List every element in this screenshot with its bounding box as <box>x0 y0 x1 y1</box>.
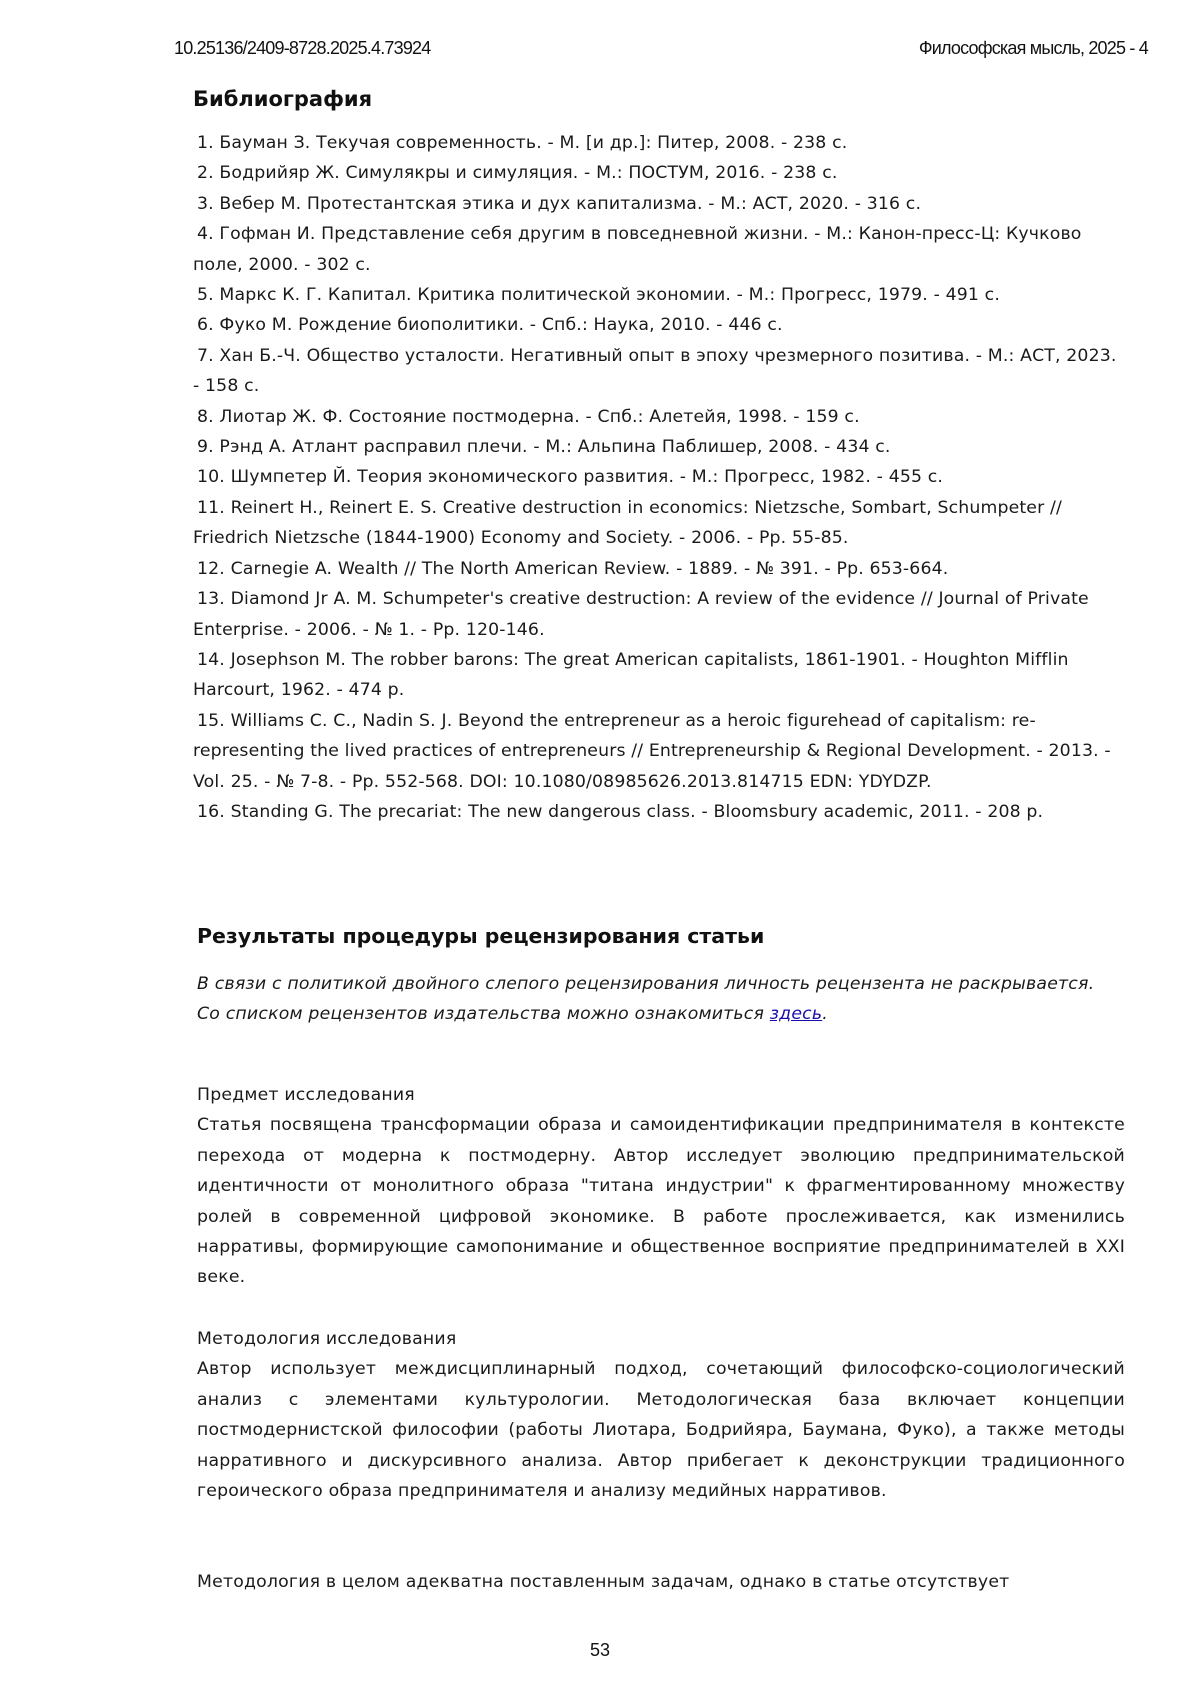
review-notice <box>197 969 1125 1030</box>
reference-item: 7. Хан Б.-Ч. Общество усталости. Негативный опыт в эпоху чрезмерного позитива. - М.: АСТ, 2023. - 158 с. <box>193 341 1128 402</box>
methodology-text: Автор использует междисциплинарный подход, сочетающий философско-социологический анализ с элементами культурологии. Методологическая база включает концепции постмодернистской философии (работы Лиотара, Бодрийяра, Баумана, Фуко), а также методы нарративного и дискурсивного анализа. Автор прибегает к деконструкции традиционного героического образа предпринимателя и анализу медийных нарративов. <box>197 1354 1125 1506</box>
reference-item: 12. Carnegie A. Wealth // The North American Review. - 1889. - № 391. - Pp. 653-664. <box>193 554 1128 584</box>
subject-section <box>197 1080 1125 1293</box>
methodology-assessment <box>197 1567 1125 1597</box>
reference-item: 2. Бодрийяр Ж. Симулякры и симуляция. - М.: ПОСТУМ, 2016. - 238 с. <box>193 158 1128 188</box>
reference-item: 13. Diamond Jr A. M. Schumpeter's creative destruction: A review of the evidence // Journal of Private Enterprise. - 2006. - № 1. - Pp. 120-146. <box>193 584 1128 645</box>
reference-item: 15. Williams C. C., Nadin S. J. Beyond the entrepreneur as a heroic figurehead of capitalism: re-representing the lived practices of entrepreneurs // Entrepreneurship & Regional Development. - 2013. - Vol. 25. - № 7-8. - Pp. 552-568. DOI: 10.1080/08985626.2013.814715 EDN: YDYDZP. <box>193 706 1128 797</box>
reference-item: 9. Рэнд А. Атлант расправил плечи. - М.: Альпина Паблишер, 2008. - 434 с. <box>193 432 1128 462</box>
reviewers-list-link[interactable]: здесь <box>770 1004 822 1024</box>
review-results-heading: Результаты процедуры рецензирования статьи <box>197 924 764 948</box>
reference-item: 3. Вебер М. Протестантская этика и дух капитализма. - М.: АСТ, 2020. - 316 с. <box>193 189 1128 219</box>
anonymity-note: В связи с политикой двойного слепого рецензирования личность рецензента не раскрывается. <box>197 969 1125 999</box>
reviewers-note-prefix: Со списком рецензентов издательства можно ознакомиться <box>197 1004 770 1024</box>
methodology-assessment-text: Методология в целом адекватна поставленным задачам, однако в статье отсутствует <box>197 1567 1125 1597</box>
journal-issue-header: Философская мысль, 2025 - 4 <box>919 38 1148 59</box>
reference-item: 8. Лиотар Ж. Ф. Состояние постмодерна. - Спб.: Алетейя, 1998. - 159 с. <box>193 402 1128 432</box>
reviewers-list-note <box>197 999 1125 1029</box>
methodology-label: Методология исследования <box>197 1324 1125 1354</box>
reference-item: 16. Standing G. The precariat: The new dangerous class. - Bloomsbury academic, 2011. - 208 p. <box>193 797 1128 827</box>
reference-item: 6. Фуко М. Рождение биополитики. - Спб.: Наука, 2010. - 446 с. <box>193 310 1128 340</box>
subject-text: Статья посвящена трансформации образа и самоидентификации предпринимателя в контексте перехода от модерна к постмодерну. Автор исследует эволюцию предпринимательской идентичности от монолитного образа "титана индустрии" к фрагментированному множеству ролей в современной цифровой экономике. В работе прослеживается, как изменились нарративы, формирующие самопонимание и общественное восприятие предпринимателей в XXI веке. <box>197 1110 1125 1292</box>
reviewers-note-suffix: . <box>822 1004 828 1024</box>
reference-item: 5. Маркс К. Г. Капитал. Критика политической экономии. - М.: Прогресс, 1979. - 491 с. <box>193 280 1128 310</box>
doi-header: 10.25136/2409-8728.2025.4.73924 <box>174 38 430 59</box>
methodology-section <box>197 1324 1125 1506</box>
reference-item: 1. Бауман З. Текучая современность. - М. [и др.]: Питер, 2008. - 238 с. <box>193 128 1128 158</box>
bibliography-list <box>193 128 1128 827</box>
document-page <box>0 0 1200 1698</box>
reference-item: 11. Reinert H., Reinert E. S. Creative destruction in economics: Nietzsche, Sombart, Schumpeter // Friedrich Nietzsche (1844-1900) Economy and Society. - 2006. - Pp. 55-85. <box>193 493 1128 554</box>
reference-item: 14. Josephson M. The robber barons: The great American capitalists, 1861-1901. - Houghton Mifflin Harcourt, 1962. - 474 p. <box>193 645 1128 706</box>
reference-item: 10. Шумпетер Й. Теория экономического развития. - М.: Прогресс, 1982. - 455 с. <box>193 462 1128 492</box>
page-number: 53 <box>0 1640 1200 1661</box>
bibliography-heading: Библиография <box>193 87 372 111</box>
reference-item: 4. Гофман И. Представление себя другим в повседневной жизни. - М.: Канон-пресс-Ц: Кучково поле, 2000. - 302 с. <box>193 219 1128 280</box>
subject-label: Предмет исследования <box>197 1080 1125 1110</box>
